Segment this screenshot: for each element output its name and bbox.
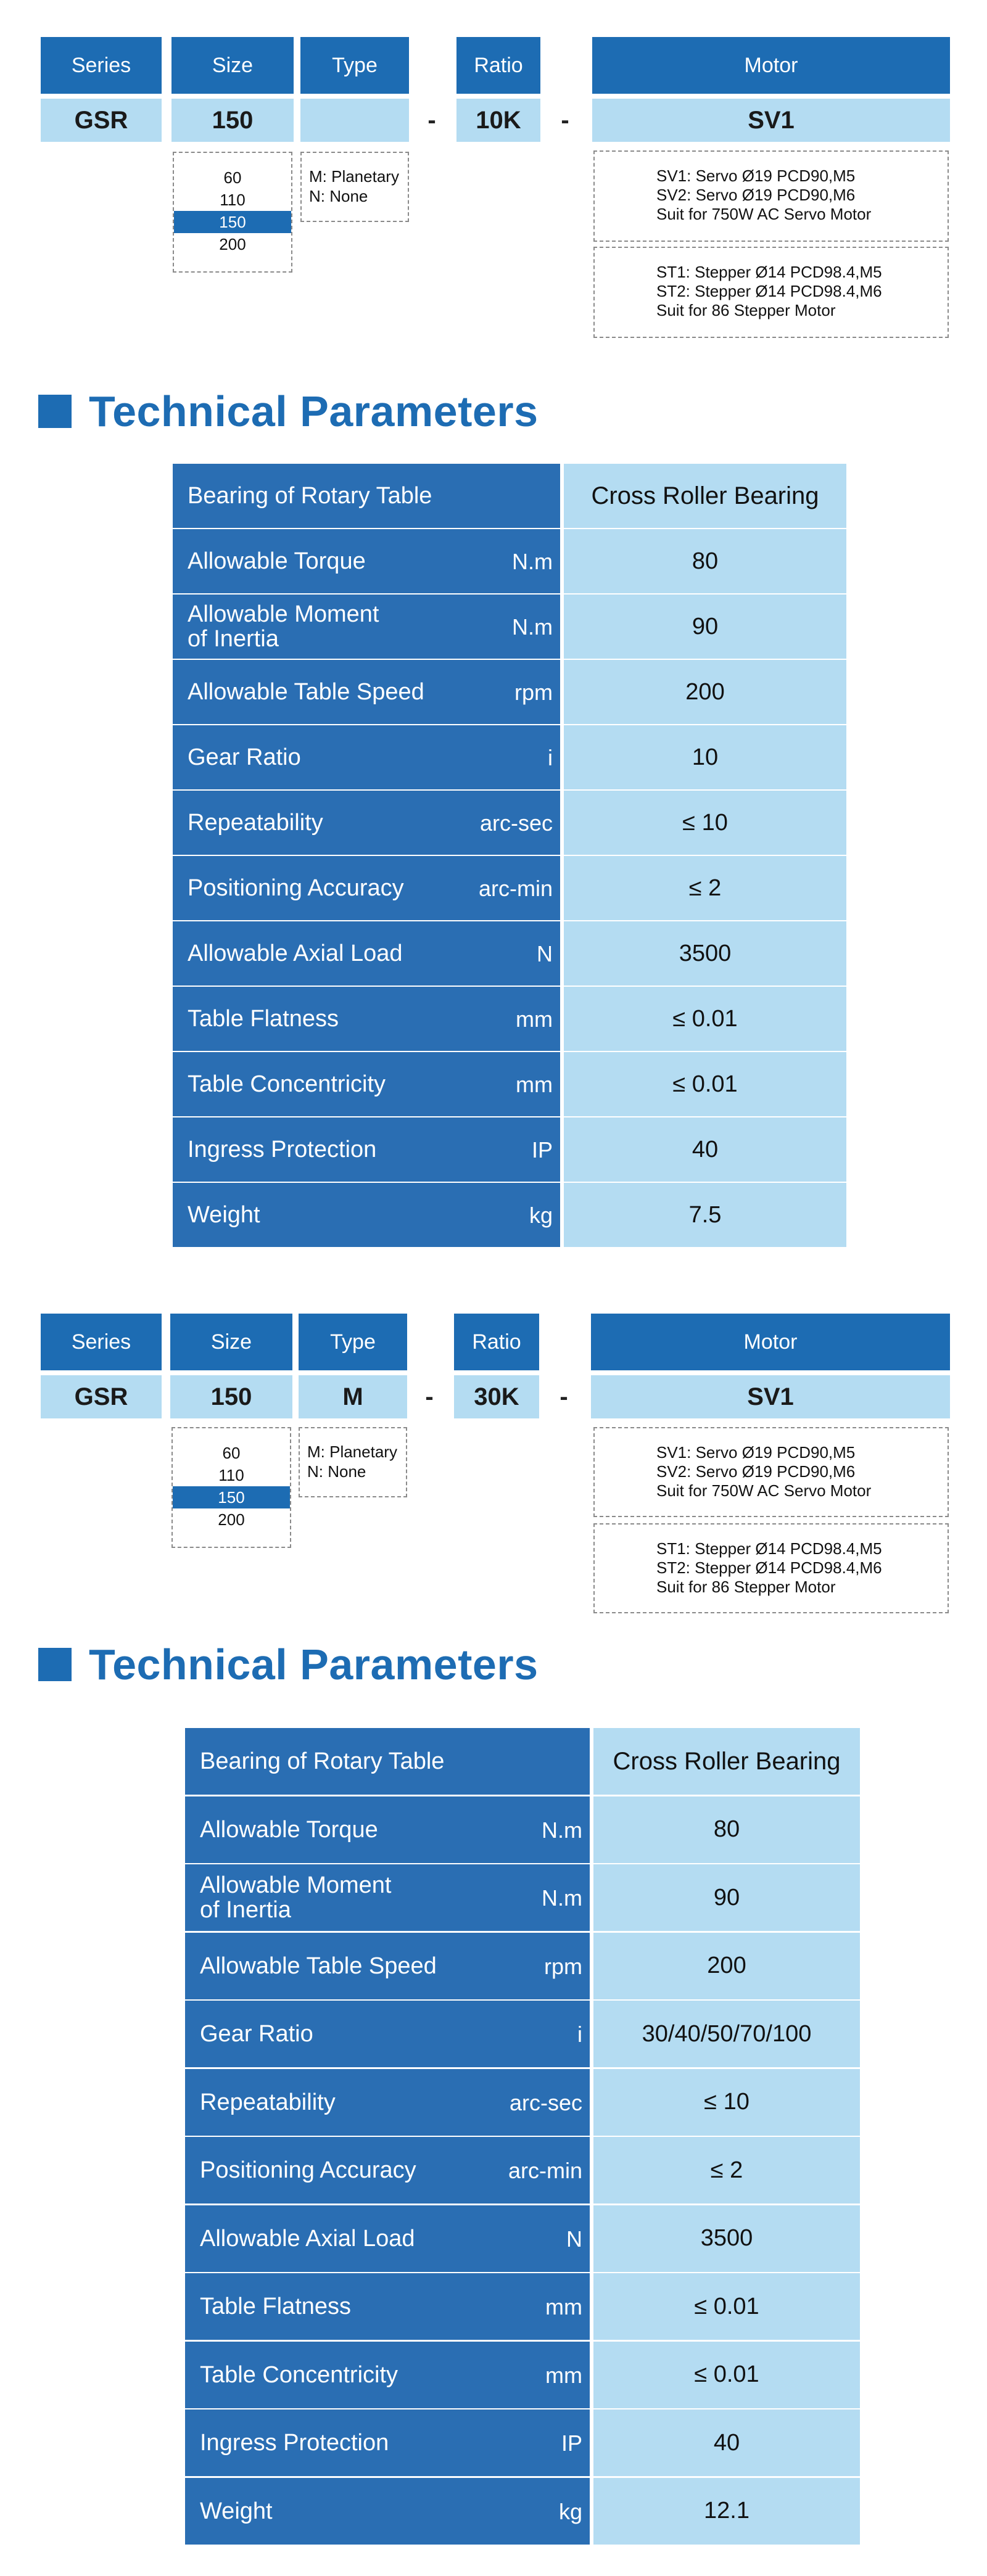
parameter-label-cell [173,856,560,920]
parameter-label-cell [173,725,560,789]
parameter-row [185,1728,860,1795]
parameter-row [185,1933,860,1999]
size-options-box [171,1427,291,1548]
parameter-unit: mm [516,1006,553,1032]
parameter-unit: IP [561,2430,582,2456]
section-title-text: Technical Parameters [89,387,539,435]
parameter-unit: N [566,2226,582,2252]
stepper-motor-options-box [593,247,949,338]
servo-motor-options-box [593,1427,949,1517]
separator-dash: - [561,107,569,134]
ratio-value: 30K [454,1375,539,1418]
motor-option: SV2: Servo Ø19 PCD90,M6 [656,186,856,204]
motor-option-note: Suit for 750W AC Servo Motor [656,1481,872,1500]
parameter-label-cell [185,2273,590,2340]
parameter-row [173,660,846,724]
parameter-label: Repeatability [200,2089,336,2115]
parameter-unit: i [548,745,553,770]
parameter-row [173,464,846,528]
parameter-unit: arc-sec [509,2089,582,2115]
parameter-value: 90 [593,1864,860,1931]
parameter-label: Ingress Protection [200,2430,389,2456]
parameter-label-cell [185,1796,590,1863]
motor-option: ST2: Stepper Ø14 PCD98.4,M6 [656,1558,882,1577]
parameter-label-cell [173,1183,560,1247]
parameter-label [200,1873,391,1922]
size-option-selected: 150 [173,1486,290,1508]
motor-value: SV1 [592,99,950,142]
motor-option: ST1: Stepper Ø14 PCD98.4,M5 [656,263,882,281]
parameter-label: Table Flatness [188,1006,339,1032]
motor-option-note: Suit for 86 Stepper Motor [656,301,836,319]
parameter-unit: kg [558,2498,582,2524]
motor-header: Motor [591,1314,950,1370]
parameter-unit: arc-min [478,876,553,901]
parameter-label-cell [185,2205,590,2272]
type-option: M: Planetary [309,167,399,186]
square-bullet-icon [38,395,72,428]
type-option: N: None [307,1462,366,1481]
parameter-row [173,595,846,659]
motor-option: SV1: Servo Ø19 PCD90,M5 [656,1443,856,1462]
parameter-row [185,2342,860,2408]
parameter-label: Ingress Protection [188,1137,377,1162]
parameter-label-cell [173,529,560,593]
parameter-label-line: of Inertia [188,626,279,652]
parameter-value: Cross Roller Bearing [564,464,846,528]
stepper-motor-options-box [593,1523,949,1613]
ratio-value: 10K [456,99,540,142]
parameter-label: Gear Ratio [200,2021,313,2047]
parameter-label: Allowable Axial Load [200,2225,415,2252]
motor-value: SV1 [591,1375,950,1418]
parameter-unit: arc-sec [479,810,553,836]
parameters-table [185,1728,860,2546]
size-value: 150 [170,1375,292,1418]
parameter-label-line: of Inertia [200,1897,291,1923]
parameter-value: 7.5 [564,1183,846,1247]
parameter-row [185,2069,860,2136]
parameter-value: Cross Roller Bearing [593,1728,860,1795]
type-value: M [299,1375,407,1418]
parameter-value: 80 [564,529,846,593]
parameter-label: Allowable Axial Load [188,940,403,966]
parameter-row [173,1052,846,1116]
parameter-label-cell [185,2478,590,2545]
parameter-row [173,856,846,920]
size-option: 200 [218,1510,245,1529]
parameter-unit: N.m [512,614,553,640]
parameter-label: Positioning Accuracy [188,875,404,901]
size-option: 60 [222,1444,241,1462]
parameter-label: Weight [188,1202,260,1228]
series-header: Series [41,1314,162,1370]
parameter-label-cell [173,921,560,986]
parameter-unit: N.m [542,1885,582,1911]
parameter-value: 10 [564,725,846,789]
size-option-selected: 150 [174,211,291,233]
series-header: Series [41,37,162,94]
parameter-label-cell [185,2137,590,2204]
parameter-unit: N [537,941,553,966]
parameter-row [185,1796,860,1863]
type-options-box [299,1427,407,1497]
type-options-box [300,152,409,222]
parameter-unit: rpm [514,680,553,705]
separator-dash: - [427,107,436,134]
parameter-unit: mm [545,2294,582,2319]
square-bullet-icon [38,1648,72,1681]
motor-option: SV1: Servo Ø19 PCD90,M5 [656,167,856,185]
parameter-value: ≤ 2 [564,856,846,920]
motor-option: SV2: Servo Ø19 PCD90,M6 [656,1462,856,1481]
series-value: GSR [41,1375,162,1418]
size-header: Size [170,1314,292,1370]
parameter-unit: arc-min [508,2158,582,2183]
parameter-label [188,602,379,651]
parameter-value: ≤ 0.01 [593,2342,860,2408]
parameter-unit: mm [545,2362,582,2388]
parameter-label-cell [185,2069,590,2136]
separator-dash: - [425,1383,434,1410]
parameter-row [185,2409,860,2476]
parameter-label: Bearing of Rotary Table [188,483,432,509]
parameter-label-cell [185,2342,590,2408]
order-code-block-2 [0,1314,987,1634]
parameter-value: 3500 [564,921,846,986]
type-option: M: Planetary [307,1442,397,1461]
motor-option-note: Suit for 86 Stepper Motor [656,1578,836,1596]
parameter-label: Allowable Torque [200,1816,378,1843]
parameter-label-cell [173,791,560,855]
ratio-header: Ratio [456,37,540,94]
parameter-label: Positioning Accuracy [200,2157,416,2183]
parameter-label: Allowable Table Speed [188,679,424,705]
section-title [38,1640,539,1689]
servo-motor-options-box [593,150,949,242]
ratio-header: Ratio [454,1314,539,1370]
parameter-label-cell [173,660,560,724]
parameter-label-cell [185,1864,590,1931]
parameter-label: Bearing of Rotary Table [200,1748,445,1774]
size-header: Size [171,37,294,94]
parameter-label: Allowable Table Speed [200,1953,437,1979]
parameter-value: ≤ 0.01 [593,2273,860,2340]
parameter-unit: N.m [542,1817,582,1843]
parameter-value: 12.1 [593,2478,860,2545]
parameter-unit: rpm [544,1953,582,1979]
parameter-row [173,725,846,789]
parameter-label: Table Concentricity [200,2361,399,2388]
parameter-label-line: Allowable Moment [200,1872,392,1898]
parameter-row [185,2137,860,2204]
motor-header: Motor [592,37,950,94]
motor-option-note: Suit for 750W AC Servo Motor [656,205,872,223]
parameter-label-cell [173,1117,560,1182]
parameter-value: 40 [593,2409,860,2476]
size-value: 150 [171,99,294,142]
parameter-row [185,2478,860,2545]
parameter-unit: mm [516,1072,553,1097]
parameter-label-line: Allowable Moment [188,601,379,627]
parameter-unit: i [577,2022,582,2047]
size-option: 110 [218,1466,244,1484]
parameter-label: Table Concentricity [188,1071,386,1097]
size-option: 200 [219,235,246,253]
parameter-label-cell [173,987,560,1051]
parameter-row [185,2273,860,2340]
section-title-text: Technical Parameters [89,1640,539,1689]
parameter-label: Allowable Torque [188,548,366,574]
parameter-label-cell [185,2001,590,2067]
parameter-value: ≤ 2 [593,2137,860,2204]
size-option: 110 [220,191,246,209]
parameter-value: ≤ 10 [564,791,846,855]
type-value [300,99,409,142]
parameter-row [173,791,846,855]
parameter-label-cell [185,1728,590,1795]
parameter-value: 200 [593,1933,860,1999]
size-options-box [173,152,292,273]
parameter-label: Table Flatness [200,2294,352,2319]
parameter-row [173,1117,846,1182]
parameters-table [173,464,846,1251]
parameter-value: 3500 [593,2205,860,2272]
parameter-label-cell [173,595,560,659]
parameter-value: 40 [564,1117,846,1182]
parameter-label-cell [185,2409,590,2476]
section-title [38,387,539,435]
type-header: Type [300,37,409,94]
parameter-value: 90 [564,595,846,659]
parameter-value: 200 [564,660,846,724]
parameter-value: ≤ 10 [593,2069,860,2136]
motor-option: ST2: Stepper Ø14 PCD98.4,M6 [656,282,882,300]
order-code-block-1 [0,37,987,358]
parameter-row [173,921,846,986]
parameter-label-cell [173,1052,560,1116]
size-option: 60 [223,168,242,187]
parameter-row [185,1864,860,1931]
parameter-row [173,987,846,1051]
parameter-label: Weight [200,2498,273,2524]
parameter-unit: kg [529,1203,553,1228]
type-header: Type [299,1314,407,1370]
type-option: N: None [309,187,368,205]
parameter-value: ≤ 0.01 [564,1052,846,1116]
motor-option: ST1: Stepper Ø14 PCD98.4,M5 [656,1539,882,1558]
series-value: GSR [41,99,162,142]
separator-dash: - [560,1383,568,1410]
parameter-label: Gear Ratio [188,744,301,770]
parameter-label: Repeatability [188,810,323,836]
parameter-label-cell [173,464,560,528]
parameter-row [185,2001,860,2067]
parameter-row [173,1183,846,1247]
parameter-row [173,529,846,593]
parameter-unit: IP [531,1137,553,1162]
parameter-value: 30/40/50/70/100 [593,2001,860,2067]
parameter-label-cell [185,1933,590,1999]
parameter-unit: N.m [512,549,553,574]
parameter-value: 80 [593,1796,860,1863]
parameter-value: ≤ 0.01 [564,987,846,1051]
parameter-row [185,2205,860,2272]
